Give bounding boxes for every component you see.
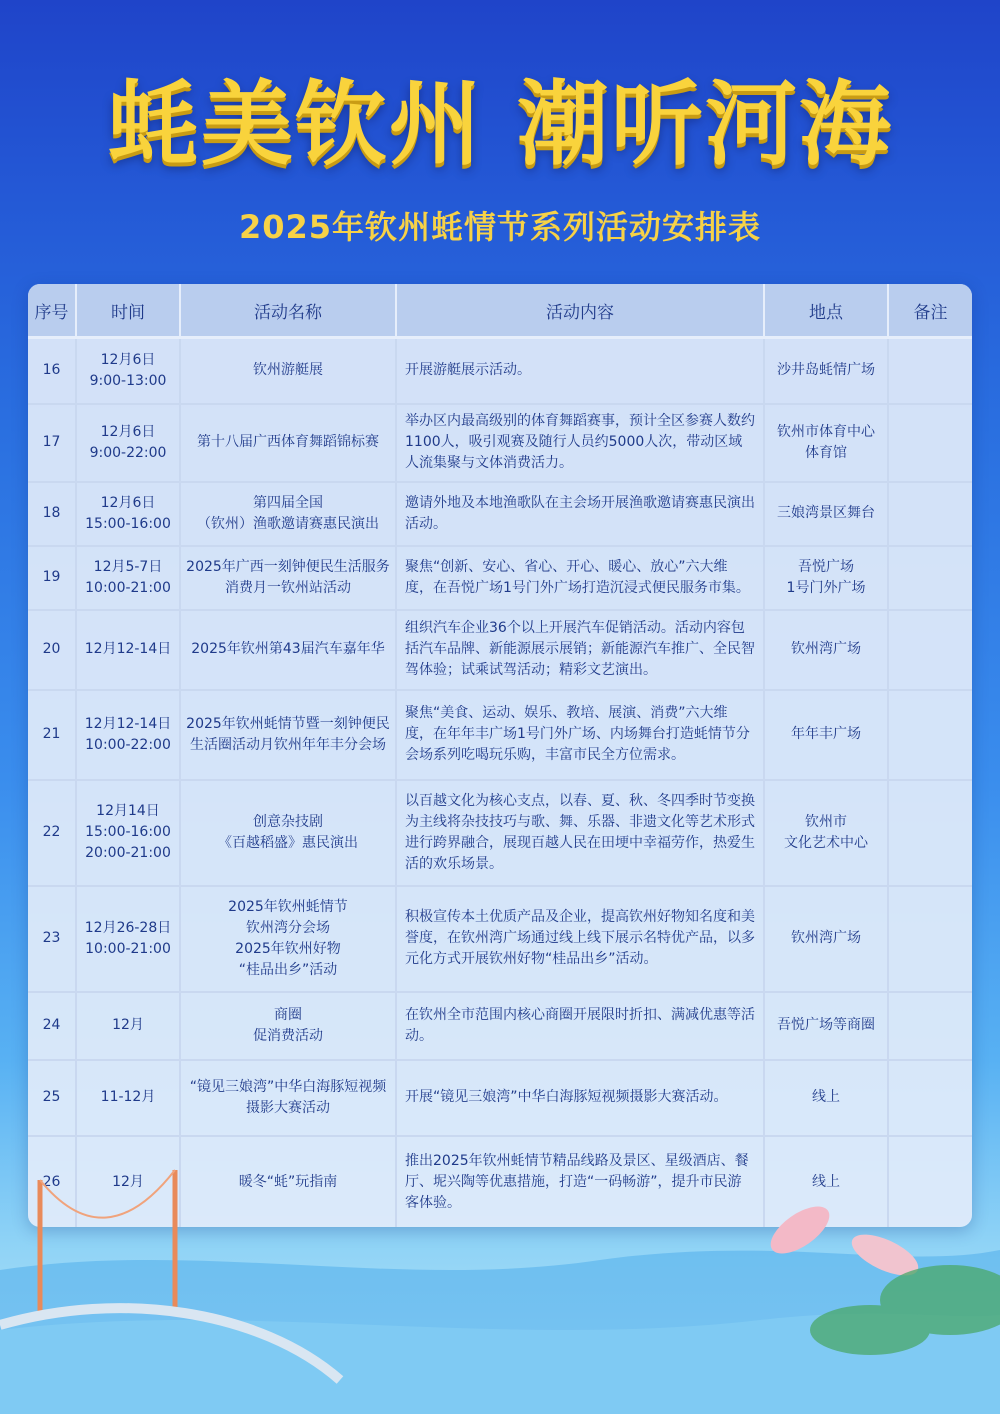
cell-number: 22: [28, 780, 76, 886]
schedule-table-container: [28, 284, 972, 1227]
cell-activity-name: 2025年钦州第43届汽车嘉年华: [180, 610, 396, 690]
cell-time: 12月6日 9:00-22:00: [76, 404, 180, 482]
cell-location: 沙井岛蚝情广场: [764, 338, 888, 404]
cell-remarks: [888, 404, 972, 482]
cell-activity-content: 推出2025年钦州蚝情节精品线路及景区、星级酒店、餐厅、坭兴陶等优惠措施，打造“一码畅游”，提升市民游客体验。: [396, 1136, 764, 1228]
cell-activity-name: 2025年钦州蚝情节 钦州湾分会场 2025年钦州好物 “桂品出乡”活动: [180, 886, 396, 992]
cell-location: 钦州市体育中心 体育馆: [764, 404, 888, 482]
cell-activity-content: 举办区内最高级别的体育舞蹈赛事，预计全区参赛人数约1100人，吸引观赛及随行人员约5000人次，带动区域人流集聚与文体消费活力。: [396, 404, 764, 482]
column-header-number: 序号: [28, 284, 76, 338]
cell-remarks: [888, 546, 972, 610]
cell-activity-content: 开展游艇展示活动。: [396, 338, 764, 404]
table-row: [28, 338, 972, 404]
cell-remarks: [888, 992, 972, 1060]
poster-title: 蚝美钦州 潮听河海: [106, 71, 894, 178]
table-row: [28, 690, 972, 780]
cell-number: 26: [28, 1136, 76, 1228]
cell-time: 11-12月: [76, 1060, 180, 1136]
cell-activity-name: 商圈 促消费活动: [180, 992, 396, 1060]
sea-foreground: [0, 1314, 1000, 1414]
cell-time: 12月14日 15:00-16:00 20:00-21:00: [76, 780, 180, 886]
column-header-remarks: 备注: [888, 284, 972, 338]
table-row: [28, 1136, 972, 1228]
poster-subtitle: 2025年钦州蚝情节系列活动安排表: [238, 208, 762, 246]
cell-location: 吾悦广场 1号门外广场: [764, 546, 888, 610]
cell-remarks: [888, 690, 972, 780]
cell-remarks: [888, 1136, 972, 1228]
cell-time: 12月6日 9:00-13:00: [76, 338, 180, 404]
cell-activity-name: 钦州游艇展: [180, 338, 396, 404]
cell-activity-content: 积极宣传本土优质产品及企业，提高钦州好物知名度和美誉度，在钦州湾广场通过线上线下展示名特优产品，以多元化方式开展钦州好物“桂品出乡”活动。: [396, 886, 764, 992]
cell-activity-name: 第十八届广西体育舞蹈锦标赛: [180, 404, 396, 482]
table-row: [28, 780, 972, 886]
schedule-table: [28, 284, 972, 1227]
cell-location: 三娘湾景区舞台: [764, 482, 888, 546]
cell-activity-content: 聚焦“美食、运动、娱乐、教培、展演、消费”六大维度，在年年丰广场1号门外广场、内场舞台打造蚝情节分会场系列吃喝玩乐购，丰富市民全方位需求。: [396, 690, 764, 780]
table-row: [28, 546, 972, 610]
cell-number: 21: [28, 690, 76, 780]
table-header-row: [28, 284, 972, 338]
cell-activity-name: “镜见三娘湾”中华白海豚短视频摄影大赛活动: [180, 1060, 396, 1136]
cell-location: 钦州市 文化艺术中心: [764, 780, 888, 886]
table-row: [28, 886, 972, 992]
table-row: [28, 404, 972, 482]
cell-number: 23: [28, 886, 76, 992]
cell-number: 19: [28, 546, 76, 610]
cell-location: 线上: [764, 1060, 888, 1136]
cell-remarks: [888, 338, 972, 404]
cell-time: 12月5-7日 10:00-21:00: [76, 546, 180, 610]
cell-activity-name: 创意杂技剧 《百越稻盛》惠民演出: [180, 780, 396, 886]
column-header-time: 时间: [76, 284, 180, 338]
cell-location: 线上: [764, 1136, 888, 1228]
cell-time: 12月12-14日: [76, 610, 180, 690]
cell-number: 20: [28, 610, 76, 690]
column-header-location: 地点: [764, 284, 888, 338]
table-row: [28, 610, 972, 690]
cell-remarks: [888, 482, 972, 546]
table-row: [28, 482, 972, 546]
cell-activity-content: 邀请外地及本地渔歌队在主会场开展渔歌邀请赛惠民演出活动。: [396, 482, 764, 546]
cell-number: 25: [28, 1060, 76, 1136]
cell-location: 吾悦广场等商圈: [764, 992, 888, 1060]
cell-activity-content: 在钦州全市范围内核心商圈开展限时折扣、满减优惠等活动。: [396, 992, 764, 1060]
table-row: [28, 992, 972, 1060]
cell-activity-content: 组织汽车企业36个以上开展汽车促销活动。活动内容包括汽车品牌、新能源展示展销；新能源汽车推广、全民智驾体验；试乘试驾活动；精彩文艺演出。: [396, 610, 764, 690]
cell-remarks: [888, 1060, 972, 1136]
cell-time: 12月12-14日 10:00-22:00: [76, 690, 180, 780]
column-header-activity-name: 活动名称: [180, 284, 396, 338]
sea-background: [0, 1250, 1000, 1414]
cell-activity-content: 以百越文化为核心支点，以春、夏、秋、冬四季时节变换为主线将杂技技巧与歌、舞、乐器、非遗文化等艺术形式进行跨界融合，展现百越人民在田埂中幸福劳作，热爱生活的欢乐场景。: [396, 780, 764, 886]
cell-location: 年年丰广场: [764, 690, 888, 780]
cell-number: 18: [28, 482, 76, 546]
cell-remarks: [888, 610, 972, 690]
cell-time: 12月: [76, 992, 180, 1060]
cell-number: 17: [28, 404, 76, 482]
cell-location: 钦州湾广场: [764, 886, 888, 992]
cell-time: 12月26-28日 10:00-21:00: [76, 886, 180, 992]
column-header-activity-content: 活动内容: [396, 284, 764, 338]
cell-activity-name: 第四届全国 （钦州）渔歌邀请赛惠民演出: [180, 482, 396, 546]
table-row: [28, 1060, 972, 1136]
cell-location: 钦州湾广场: [764, 610, 888, 690]
cell-activity-content: 聚焦“创新、安心、省心、开心、暖心、放心”六大维度，在吾悦广场1号门外广场打造沉浸式便民服务市集。: [396, 546, 764, 610]
cell-remarks: [888, 780, 972, 886]
cell-activity-name: 2025年广西一刻钟便民生活服务消费月一钦州站活动: [180, 546, 396, 610]
cell-number: 16: [28, 338, 76, 404]
cell-time: 12月6日 15:00-16:00: [76, 482, 180, 546]
cell-activity-name: 2025年钦州蚝情节暨一刻钟便民生活圈活动月钦州年年丰分会场: [180, 690, 396, 780]
cell-number: 24: [28, 992, 76, 1060]
cell-time: 12月: [76, 1136, 180, 1228]
cell-activity-content: 开展“镜见三娘湾”中华白海豚短视频摄影大赛活动。: [396, 1060, 764, 1136]
cell-remarks: [888, 886, 972, 992]
green-hills: [810, 1265, 1000, 1355]
cell-activity-name: 暖冬“蚝”玩指南: [180, 1136, 396, 1228]
